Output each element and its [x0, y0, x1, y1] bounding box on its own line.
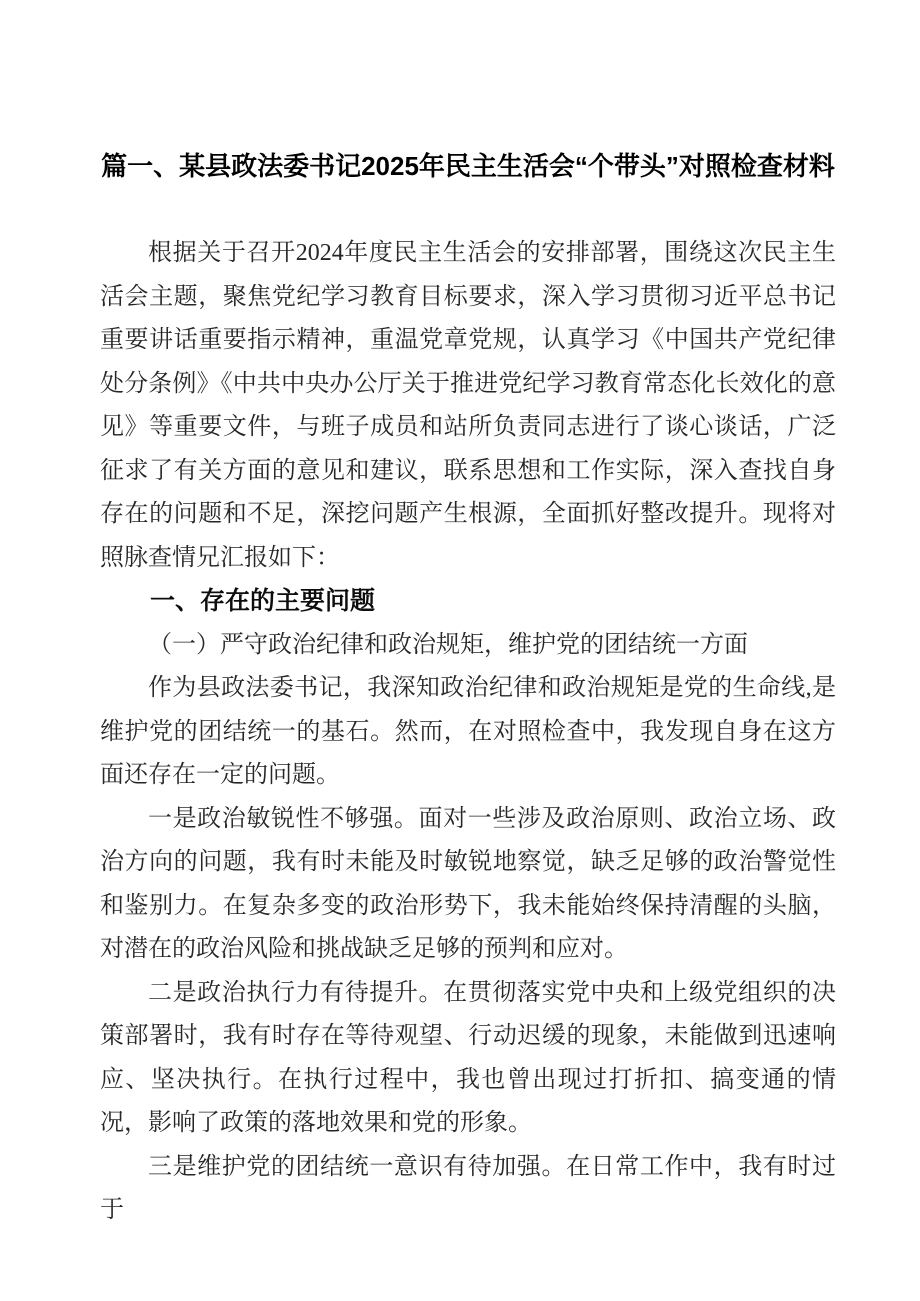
- document-title: 篇一、某县政法委书记2025年民主生活会“个带头”对照检查材料: [101, 151, 835, 181]
- body-paragraph-3: 二是政治执行力有待提升。在贯彻落实党中央和上级党组织的决策部署时，我有时存在等待观望、行动迟缓的现象，未能做到迅速响应、坚决执行。在执行过程中，我也曾出现过打折扣、搞变通的情况，影响了政策的落地效果和党的形象。: [100, 979, 836, 1136]
- body-paragraph-4-truncated: 三是维护党的团结统一意识有待加强。在日常工作中，我有时过于: [100, 1153, 836, 1223]
- intro-paragraph: 根据关于召开2024年度民主生活会的安排部署，围绕这次民主生活会主题，聚焦党纪学习教育目标要求，深入学习贯彻习近平总书记重要讲话重要指示精神，重温党章党规，认真学习《中国共产党纪律处分条例》《中共中央办公厅关于推进党纪学习教育常态化长效化的意见》等重要文件，与班子成员和站所负责同志进行了谈心谈话，广泛征求了有关方面的意见和建议，联系思想和工作实际，深入查找自身存在的问题和不足，深挖问题产生根源，全面抓好整改提升。现将对照脉查情兄汇报如下：: [100, 240, 836, 571]
- body-paragraph-2: 一是政治敏锐性不够强。面对一些涉及政治原则、政治立场、政治方向的问题，我有时未能及时敏锐地察觉，缺乏足够的政治警觉性和鉴别力。在复杂多变的政治形势下，我未能始终保持清醒的头脑，对潜在的政治风险和挑战缺乏足够的预判和应对。: [100, 805, 836, 962]
- subsection-1-heading: （一）严守政治纪律和政治规矩，维护党的团结统一方面: [148, 631, 748, 658]
- body-paragraph-1: 作为县政法委书记，我深知政治纪律和政治规矩是党的生命线,是维护党的团结统一的基石。然而，在对照检查中，我发现自身在这方面还存在一定的问题。: [100, 675, 836, 788]
- section-1-heading: 一、存在的主要问题: [150, 587, 376, 615]
